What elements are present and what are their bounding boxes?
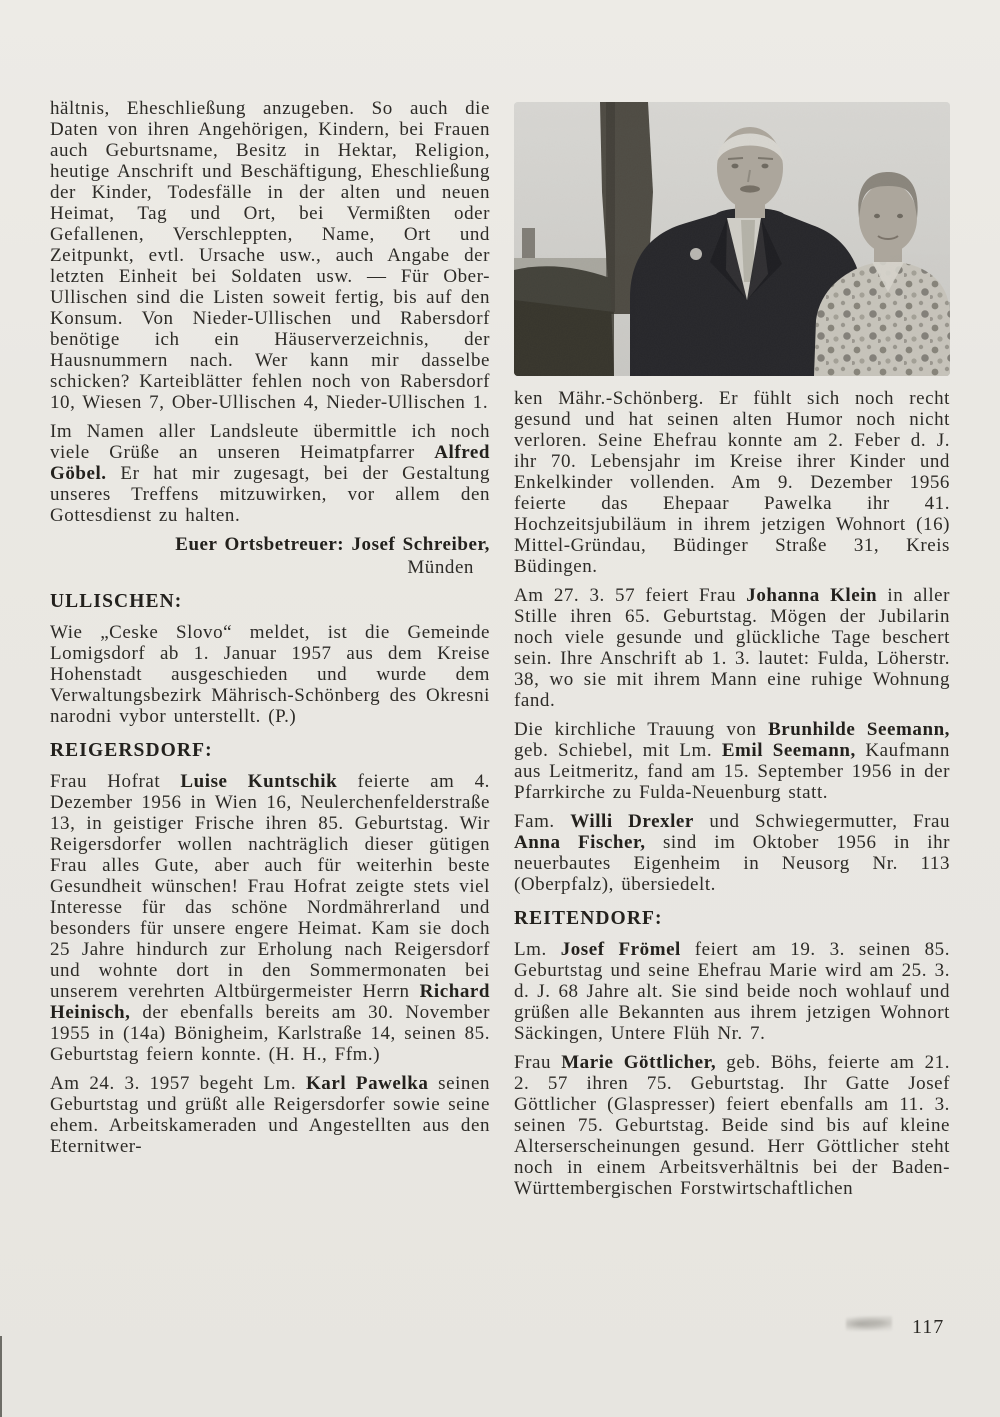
page-number: 117: [912, 1316, 945, 1338]
ink-smudge: [846, 1316, 892, 1332]
paragraph: Die kirchliche Trauung von Brunhilde Seemann, geb. Schiebel, mit Lm. Emil Seemann, Kaufmann aus Leitmeritz, fand am 15. September 1956 in der Pfarrkirche zu Fulda-Neuenburg statt.: [514, 719, 950, 803]
paragraph: ken Mähr.-Schönberg. Er fühlt sich noch recht gesund und hat seinen alten Humor noch nicht verloren. Seine Ehefrau konnte am 2. Feber d. J. ihr 70. Lebensjahr im Kreise ihrer Kinder und Enkelkinder vollenden. Am 9. Dezember 1956 feierte das Ehepaar Pawelka ihr 41. Hochzeitsjubiläum in ihrem jetzigen Wohnort (16) Mittel-Gründau, Büdinger Straße 31, Kreis Büdingen.: [514, 388, 950, 577]
signature-line: Euer Ortsbetreuer: Josef Schreiber,: [175, 534, 490, 555]
paragraph: Wie „Ceske Slovo“ meldet, ist die Gemeinde Lomigsdorf ab 1. Januar 1957 aus dem Kreise Hohenstadt ausgeschieden und wurde dem Verwaltungsbezirk Mährisch-Schönberg des Okresni narodni vybor unterstellt. (P.): [50, 622, 490, 727]
section-heading: REITENDORF:: [514, 908, 663, 929]
signature-line: Münden: [407, 557, 474, 578]
left-column: [50, 98, 490, 1165]
paragraph: hältnis, Eheschließung anzugeben. So auch die Daten von ihren Angehörigen, Kindern, bei Frauen auch Geburtsname, Besitz in Hektar, Religion, heutige Anschrift und Beschäftigung, Eheschließung der Kinder, Todesfälle in der alten und neuen Heimat, Tag und Ort, bei Vermißten oder Gefallenen, Verschleppten, Name, Ort und Zeitpunkt, evtl. Ursache usw., auch Angabe der letzten Einheit bei Soldaten usw. — Für Ober-Ullischen sind die Listen soweit fertig, bis auf den Konsum. Von Nieder-Ullischen und Rabersdorf benötige ich ein Häuserverzeichnis, der Hausnummern nach. Wer kann mir dasselbe schicken? Karteiblätter fehlen noch von Rabersdorf 10, Wiesen 7, Ober-Ullischen 4, Nieder-Ullischen 1.: [50, 98, 490, 413]
section-heading: REIGERSDORF:: [50, 740, 213, 761]
paragraph: Frau Hofrat Luise Kuntschik feierte am 4. Dezember 1956 in Wien 16, Neulerchenfelderstraße 13, in geistiger Frische ihren 85. Geburtstag. Wir Reigersdorfer wollen nachträglich dieser gütigen Frau alles Gute, aber auch für weiterhin beste Gesundheit wünschen! Frau Hofrat zeigte stets viel Interesse für das schöne Nordmährerland und besonders für unsere engere Heimat. Kam sie doch 25 Jahre hindurch zur Erholung nach Reigersdorf und wohnte dort in den Sommermonaten bei unserem verehrten Altbürgermeister Herrn Richard Heinisch, der ebenfalls bereits am 30. November 1955 in (14a) Bönigheim, Karlstraße 14, seinen 85. Geburtstag feiern konnte. (H. H., Ffm.): [50, 771, 490, 1065]
right-column: [514, 102, 950, 1207]
section-heading: ULLISCHEN:: [50, 591, 183, 612]
anniversary-couple-photo: [514, 102, 950, 376]
paragraph: Am 24. 3. 1957 begeht Lm. Karl Pawelka seinen Geburtstag und grüßt alle Reigersdorfer sowie seine ehem. Arbeitskameraden und Angestellten aus den Eternitwer-: [50, 1073, 491, 1157]
scan-edge-artifact: [0, 1336, 2, 1417]
paragraph: Lm. Josef Frömel feiert am 19. 3. seinen 85. Geburtstag und seine Ehefrau Marie wird am 25. 3. d. J. 68 Jahre alt. Sie sind beide noch wohlauf und grüßen alle Bekannten aus ihrem jetzigen Wohnort Säckingen, Untere Flüh Nr. 7.: [514, 939, 950, 1044]
photo-grain: [514, 102, 950, 376]
right-column-text: [514, 388, 950, 1199]
paragraph: Frau Marie Göttlicher, geb. Böhs, feierte am 21. 2. 57 ihren 75. Geburtstag. Ihr Gatte Josef Göttlicher (Glaspresser) feiert ebenfalls am 11. 3. seinen 75. Geburtstag. Beide sind bis auf kleine Alterserscheinungen gesund. Herr Göttlicher steht noch in einem Arbeitsverhältnis bei der Baden-Württembergischen Forstwirtschaftlichen: [514, 1052, 951, 1199]
paragraph: Fam. Willi Drexler und Schwiegermutter, Frau Anna Fischer, sind im Oktober 1956 in ihr neuerbautes Eigenheim in Neusorg Nr. 113 (Oberpfalz), übersiedelt.: [514, 811, 951, 895]
paragraph: Am 27. 3. 57 feiert Frau Johanna Klein in aller Stille ihren 65. Geburtstag. Mögen der Jubilarin noch viele gesunde und glückliche Tage beschert sein. Ihre Anschrift ab 1. 3. lautet: Fulda, Löherstr. 38, wo sie mit ihrem Mann eine ruhige Wohnung fand.: [514, 585, 951, 711]
paragraph: Im Namen aller Landsleute übermittle ich noch viele Grüße an unseren Heimatpfarrer Alfred Göbel. Er hat mir zugesagt, bei der Gestaltung unseres Treffens mitzuwirken, vor allem den Gottesdienst zu halten.: [50, 421, 490, 526]
